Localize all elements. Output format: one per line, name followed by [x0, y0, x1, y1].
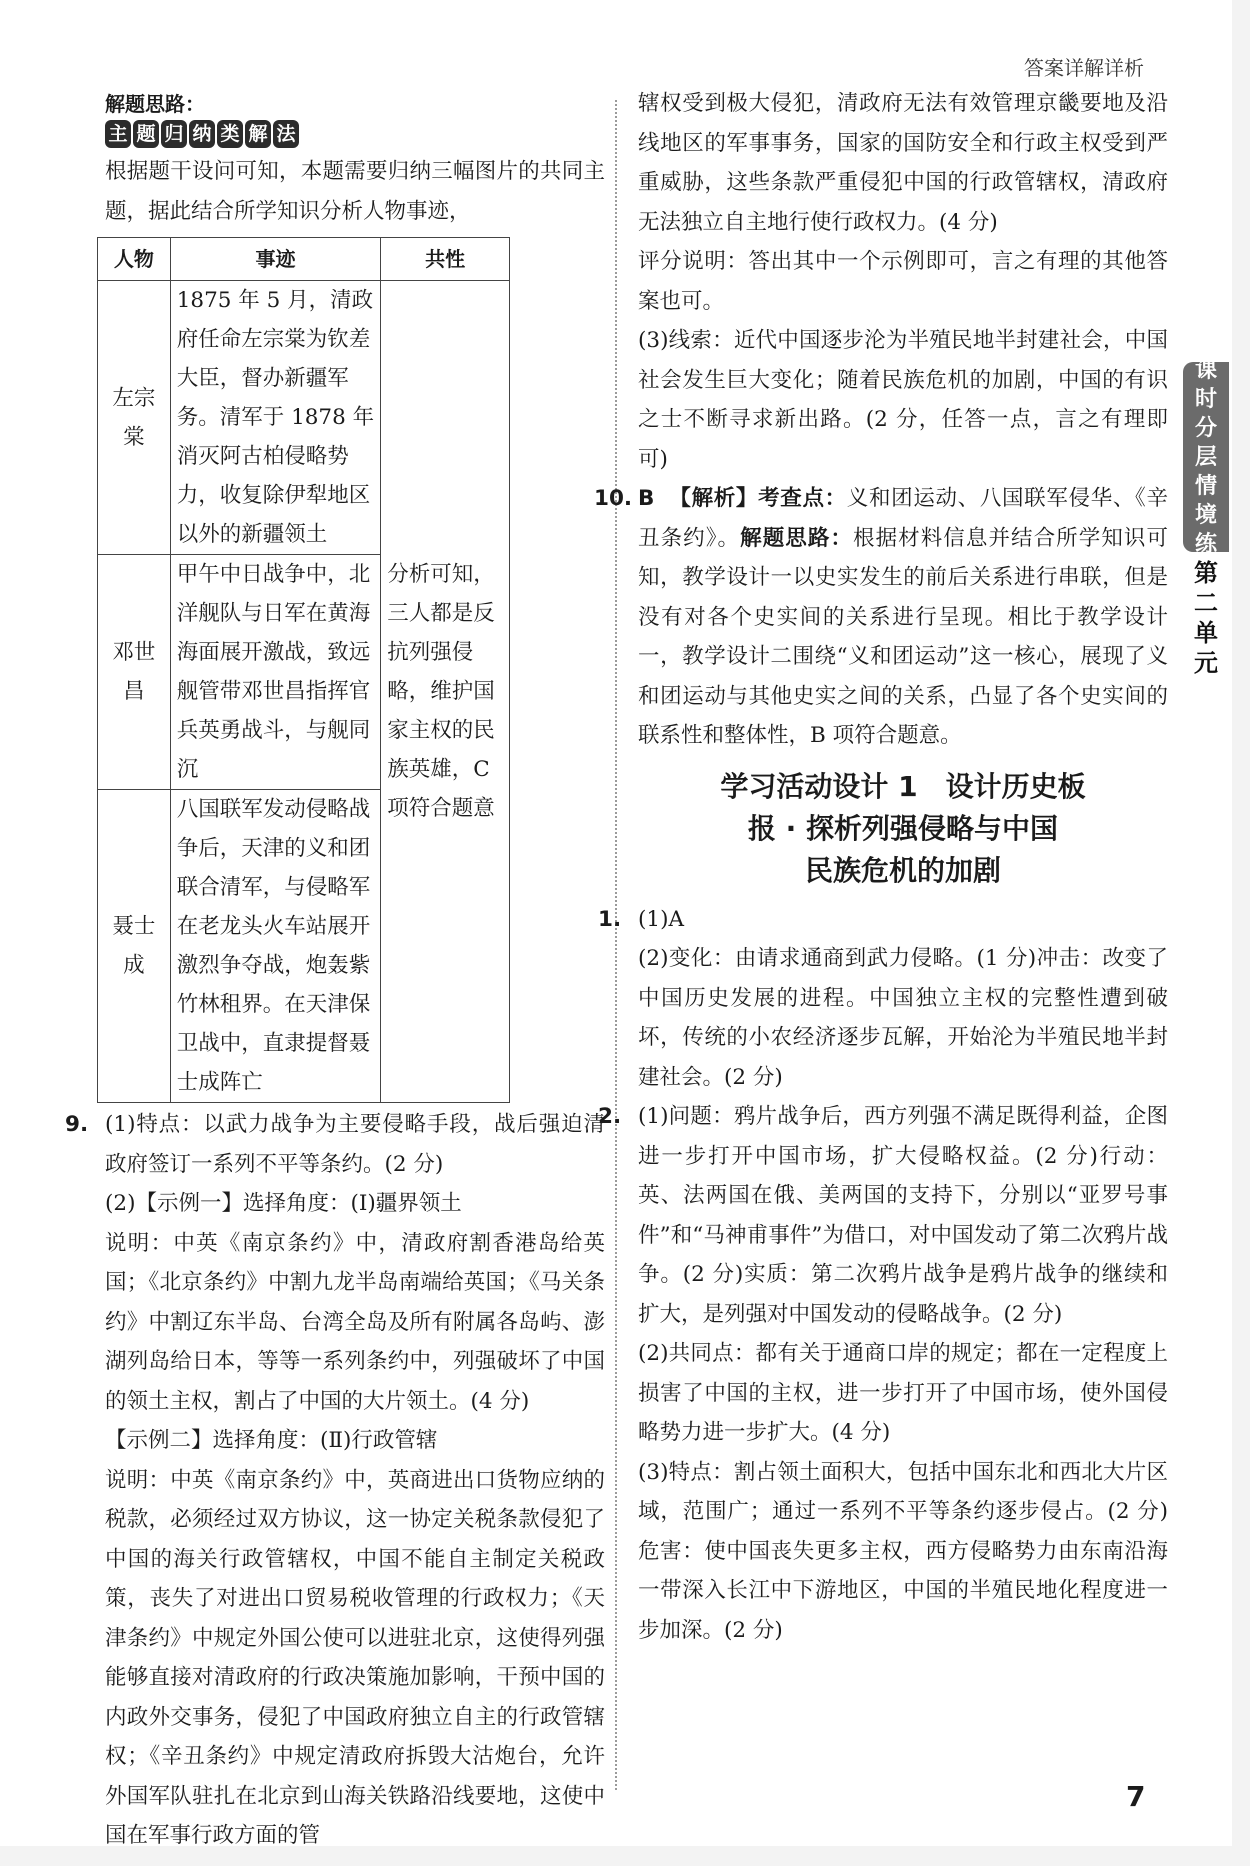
unit-sidebar: [1183, 357, 1229, 678]
table-header: 人物: [98, 238, 171, 281]
method-tags: [105, 120, 605, 148]
sidebar-char: 第: [1194, 559, 1218, 587]
section-title: [638, 766, 1168, 892]
figure-deed: 八国联军发动侵略战争后，天津的义和团联合清军，与侵略军在老龙头火车站展开激烈争夺战，炮轰紫竹林租界。在天津保卫战中，直隶提督聂士成阵亡: [170, 790, 381, 1103]
q9-part1-text: (1)特点：以武力战争为主要侵略手段，战后强迫清政府签订一系列不平等条约。(2 分): [105, 1112, 605, 1177]
q10-analysis-text: 义和团运动、八国联军侵华、《辛丑条约》。: [638, 486, 1168, 551]
unit-label: [1183, 558, 1229, 678]
a2-part2: (2)共同点：都有关于通商口岸的规定；都在一定程度上损害了中国的主权，进一步打开了中国市场，使外国侵略势力进一步扩大。(4 分): [638, 1341, 1168, 1445]
sidebar-char: 练: [1194, 531, 1217, 557]
a2-part1: [598, 1097, 1168, 1334]
figure-name: 邓世昌: [98, 555, 171, 790]
sidebar-char: 时: [1194, 386, 1217, 412]
column-divider: [615, 100, 617, 1790]
q9-example1: 说明：中英《南京条约》中，清政府割香港岛给英国；《北京条约》中割九龙半岛南端给英国；《马关条约》中割辽东半岛、台湾全岛及所有附属各岛屿、澎湖列岛给日本，等等一系列条约中，列强破坏了中国的领土主权，割占了中国的大片领土。(4 分): [105, 1230, 605, 1414]
method-tag: 类: [217, 120, 243, 148]
table-row: [98, 281, 510, 555]
q9-continuation: 辖权受到极大侵犯，清政府无法有效管理京畿要地及沿线地区的军事事务，国家的国防安全和行政主权受到严重威胁，这些条款严重侵犯中国的行政管辖权，清政府无法独立自主地行使行政权力。(4 分): [638, 91, 1168, 235]
method-tag: 纳: [189, 120, 215, 148]
figure-name: 聂士成: [98, 790, 171, 1103]
sidebar-tab: [1183, 357, 1229, 557]
question-number: 1.: [598, 906, 622, 932]
q10-approach-text: 根据材料信息并结合所学知识可知，教学设计一以史实发生的前后关系进行串联，但是没有对各个史实间的关系进行呈现。相比于教学设计一，教学设计二围绕“义和团运动”这一核心，展现了义和团运动与其他史实之间的关系，凸显了各个史实间的联系性和整体性，B 项符合题意。: [638, 525, 1168, 748]
figures-table: [97, 237, 510, 1103]
a1-part2: (2)变化：由请求通商到武力侵略。(1 分)冲击：改变了中国历史发展的进程。中国独立主权的完整性遭到破坏，传统的小农经济逐步瓦解，开始沦为半殖民地半封建社会。(2 分): [638, 946, 1168, 1090]
q9-part3: (3)线索：近代中国逐步沦为半殖民地半封建社会，中国社会发生巨大变化；随着民族危机的加剧，中国的有识之士不断寻求新出路。(2 分，任答一点，言之有理即可): [638, 328, 1168, 472]
common-trait: 分析可知，三人都是反抗列强侵略，维护国家主权的民族英雄，C 项符合题意: [381, 281, 510, 1103]
intro-paragraph: 根据题干设问可知，本题需要归纳三幅图片的共同主题，据此结合所学知识分析人物事迹，: [105, 159, 605, 224]
q10-label-analysis: 【解析】考查点：: [669, 486, 847, 511]
a1-part1: [598, 900, 1168, 940]
table-header-row: [98, 238, 510, 281]
table-header: 共性: [381, 238, 510, 281]
solution-heading: 解题思路：: [105, 92, 205, 116]
left-column: [65, 88, 605, 1856]
table-header: 事迹: [170, 238, 381, 281]
sidebar-char: 境: [1194, 502, 1217, 528]
page-number: 7: [1126, 1780, 1146, 1813]
sidebar-char: 课: [1194, 357, 1217, 383]
section-title-line: 报 · 探析列强侵略与中国: [747, 811, 1059, 845]
sidebar-char: 情: [1194, 473, 1217, 499]
sidebar-char: 分: [1194, 415, 1217, 441]
method-tag: 法: [273, 120, 299, 148]
q10-choice: B: [638, 486, 655, 511]
figure-name: 左宗棠: [98, 281, 171, 555]
q10-label-approach: 解题思路：: [740, 525, 853, 551]
method-tag: 解: [245, 120, 271, 148]
q10-answer: [594, 479, 1168, 756]
sidebar-char: 二: [1194, 589, 1218, 617]
scoring-note: 评分说明：答出其中一个示例即可，言之有理的其他答案也可。: [638, 249, 1168, 314]
question-number: 10.: [594, 486, 633, 511]
right-column: [594, 84, 1168, 1650]
q9-example2-heading: 【示例二】选择角度：(Ⅱ)行政管辖: [105, 1428, 438, 1453]
section-title-line: 民族危机的加剧: [804, 853, 1001, 887]
method-tag: 归: [161, 120, 187, 148]
sidebar-char: 单: [1194, 619, 1218, 647]
figure-deed: 甲午中日战争中，北洋舰队与日军在黄海海面展开激战，致远舰管带邓世昌指挥官兵英勇战斗，与舰同沉: [170, 555, 381, 790]
header-title: 答案详解详析: [1024, 56, 1144, 80]
section-title-line: 学习活动设计 1 设计历史板: [720, 769, 1086, 803]
q9-part1: [65, 1105, 605, 1184]
figure-deed: 1875 年 5 月，清政府任命左宗棠为钦差大臣，督办新疆军务。清军于 1878 年消灭阿古柏侵略势力，收复除伊犁地区以外的新疆领土: [170, 281, 381, 555]
q9-part2-heading: (2)【示例一】选择角度：(Ⅰ)疆界领土: [105, 1191, 462, 1216]
q9-example2: 说明：中英《南京条约》中，英商进出口货物应纳的税款，必须经过双方协议，这一协定关税条款侵犯了中国的海关行政管辖权，中国不能自主制定关税政策，丧失了对进出口贸易税收管理的行政权力；《天津条约》中规定外国公使可以进驻北京，这使得列强能够直接对清政府的行政决策施加影响，干预中国的内政外交事务，侵犯了中国政府独立自主的行政管辖权；《辛丑条约》中规定清政府拆毁大沽炮台，允许外国军队驻扎在北京到山海关铁路沿线要地，这使中国在军事行政方面的管: [105, 1467, 605, 1848]
a2-part1-text: (1)问题：鸦片战争后，西方列强不满足既得利益，企图进一步打开中国市场，扩大侵略权益。(2 分)行动：英、法两国在俄、美两国的支持下，分别以“亚罗号事件”和“马神甫事件”为借口，对中国发动了第二次鸦片战争。(2 分)实质：第二次鸦片战争是鸦片战争的继续和扩大，是列强对中国发动的侵略战争。(2 分): [638, 1104, 1168, 1327]
a2-part3: (3)特点：割占领土面积大，包括中国东北和西北大片区域，范围广；通过一系列不平等条约逐步侵占。(2 分)危害：使中国丧失更多主权，西方侵略势力由东南沿海一带深入长江中下游地区，中国的半殖民地化程度进一步加深。(2 分): [638, 1459, 1168, 1643]
a1-part1-text: (1)A: [638, 906, 684, 932]
method-tag: 主: [105, 120, 131, 148]
sidebar-char: 元: [1194, 649, 1218, 677]
question-number: 2.: [598, 1104, 622, 1129]
method-tag: 题: [133, 120, 159, 148]
question-number: 9.: [65, 1112, 89, 1137]
sidebar-char: 层: [1194, 444, 1217, 470]
